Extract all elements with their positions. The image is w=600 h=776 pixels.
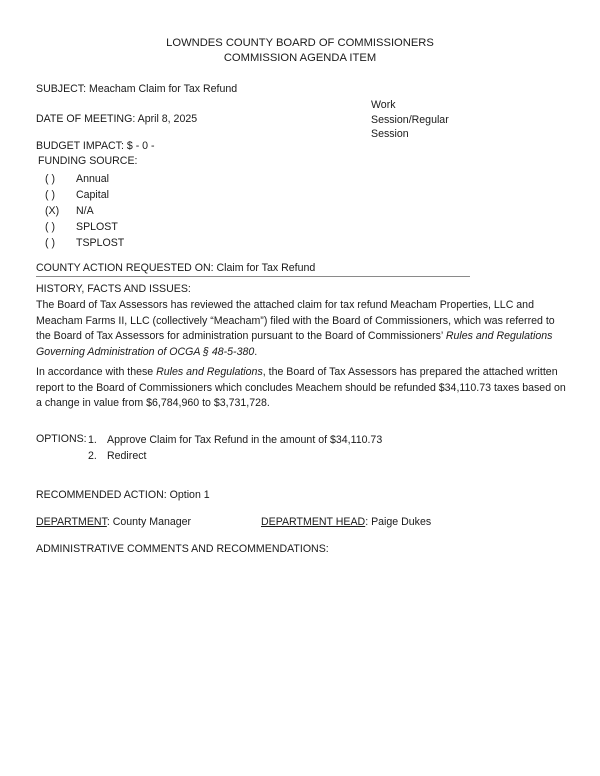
option-text: Redirect [107,449,147,462]
option-number: 1. [88,434,97,446]
funding-checkbox: ( ) [45,173,55,185]
subject-label: SUBJECT: [36,83,87,95]
funding-option-capital [45,187,124,203]
funding-checkbox: ( ) [45,189,55,201]
session-line-2: Session/Regular [371,113,449,126]
session-line-1: Work [371,99,396,111]
session-line-3: Session [371,128,409,140]
department-head-line [261,516,431,528]
meeting-date-line [36,113,197,125]
county-action-value: Claim for Tax Refund [216,262,316,274]
funding-option-label: N/A [76,205,94,217]
rules-reference: Rules and Regulations [156,366,263,378]
funding-checkbox: ( ) [45,237,55,249]
funding-source-list [45,171,124,251]
history-text: , the Board of Tax Assessors has prepared the attached written report to the Board of Commissioners which concludes Meachem should be refunded $34,110.73 taxes based on a change in value from $6,784,960 to $3,731,728. [36,366,566,409]
funding-option-splost [45,219,124,235]
option-item-1 [88,433,382,449]
options-list [88,433,382,464]
option-number: 2. [88,449,97,462]
history-text: In accordance with these [36,366,157,378]
option-item-2 [88,449,382,465]
funding-option-tsplost [45,235,124,251]
administrative-comments-heading: ADMINISTRATIVE COMMENTS AND RECOMMENDATIONS: [36,543,329,555]
funding-option-label: Capital [76,189,109,201]
funding-option-na [45,203,124,219]
history-text: . [254,345,258,358]
session-type [371,98,449,142]
document-title-county: LOWNDES COUNTY BOARD OF COMMISSIONERS [166,37,434,49]
department-head-label: DEPARTMENT HEAD [261,516,366,528]
funding-option-label: SPLOST [76,221,118,233]
funding-option-label: Annual [76,173,109,185]
section-divider [36,276,470,277]
recommended-action-value: Option 1 [169,489,210,501]
county-action-label: COUNTY ACTION REQUESTED ON: [36,262,214,274]
document-title-agenda: COMMISSION AGENDA ITEM [223,52,377,64]
history-paragraph-1 [36,298,566,360]
rules-reference: Rules and Regulations Governing Administration of OCGA § 48-5-380 [36,330,553,358]
budget-impact-value: $ - 0 - [126,140,155,152]
subject-line [36,83,237,95]
department-line [36,516,191,528]
department-head-value: : Paige Dukes [365,516,432,528]
history-text: The Board of Tax Assessors has reviewed the attached claim for tax refund Meacham Properties, LLC and Meacham Farms II, LLC (collectively “Meacham”) filed with the Board of Commissioners, which was referred to the Board of Tax Assessors for administration pursuant to the Board of Commissioners’ [36,299,555,342]
funding-checkbox: ( ) [45,221,55,233]
recommended-action-label: RECOMMENDED ACTION: [36,489,167,501]
funding-option-annual [45,171,124,187]
meeting-date-value: April 8, 2025 [137,113,198,125]
budget-impact-line [36,140,155,152]
department-value: : County Manager [106,516,192,528]
department-label: DEPARTMENT [36,516,107,528]
county-action-line [36,262,315,274]
funding-option-label: TSPLOST [76,237,125,249]
options-label: OPTIONS: [36,433,87,445]
funding-checkbox-checked: (X) [45,205,60,217]
budget-impact-label: BUDGET IMPACT: [36,140,124,152]
recommended-action-line [36,489,210,501]
option-text: Approve Claim for Tax Refund in the amount of $34,110.73 [107,434,383,446]
funding-source-label: FUNDING SOURCE: [38,155,138,167]
meeting-date-label: DATE OF MEETING: [36,113,136,125]
history-paragraph-2 [36,365,566,412]
history-heading: HISTORY, FACTS AND ISSUES: [36,283,191,295]
subject-value: Meacham Claim for Tax Refund [89,83,238,95]
